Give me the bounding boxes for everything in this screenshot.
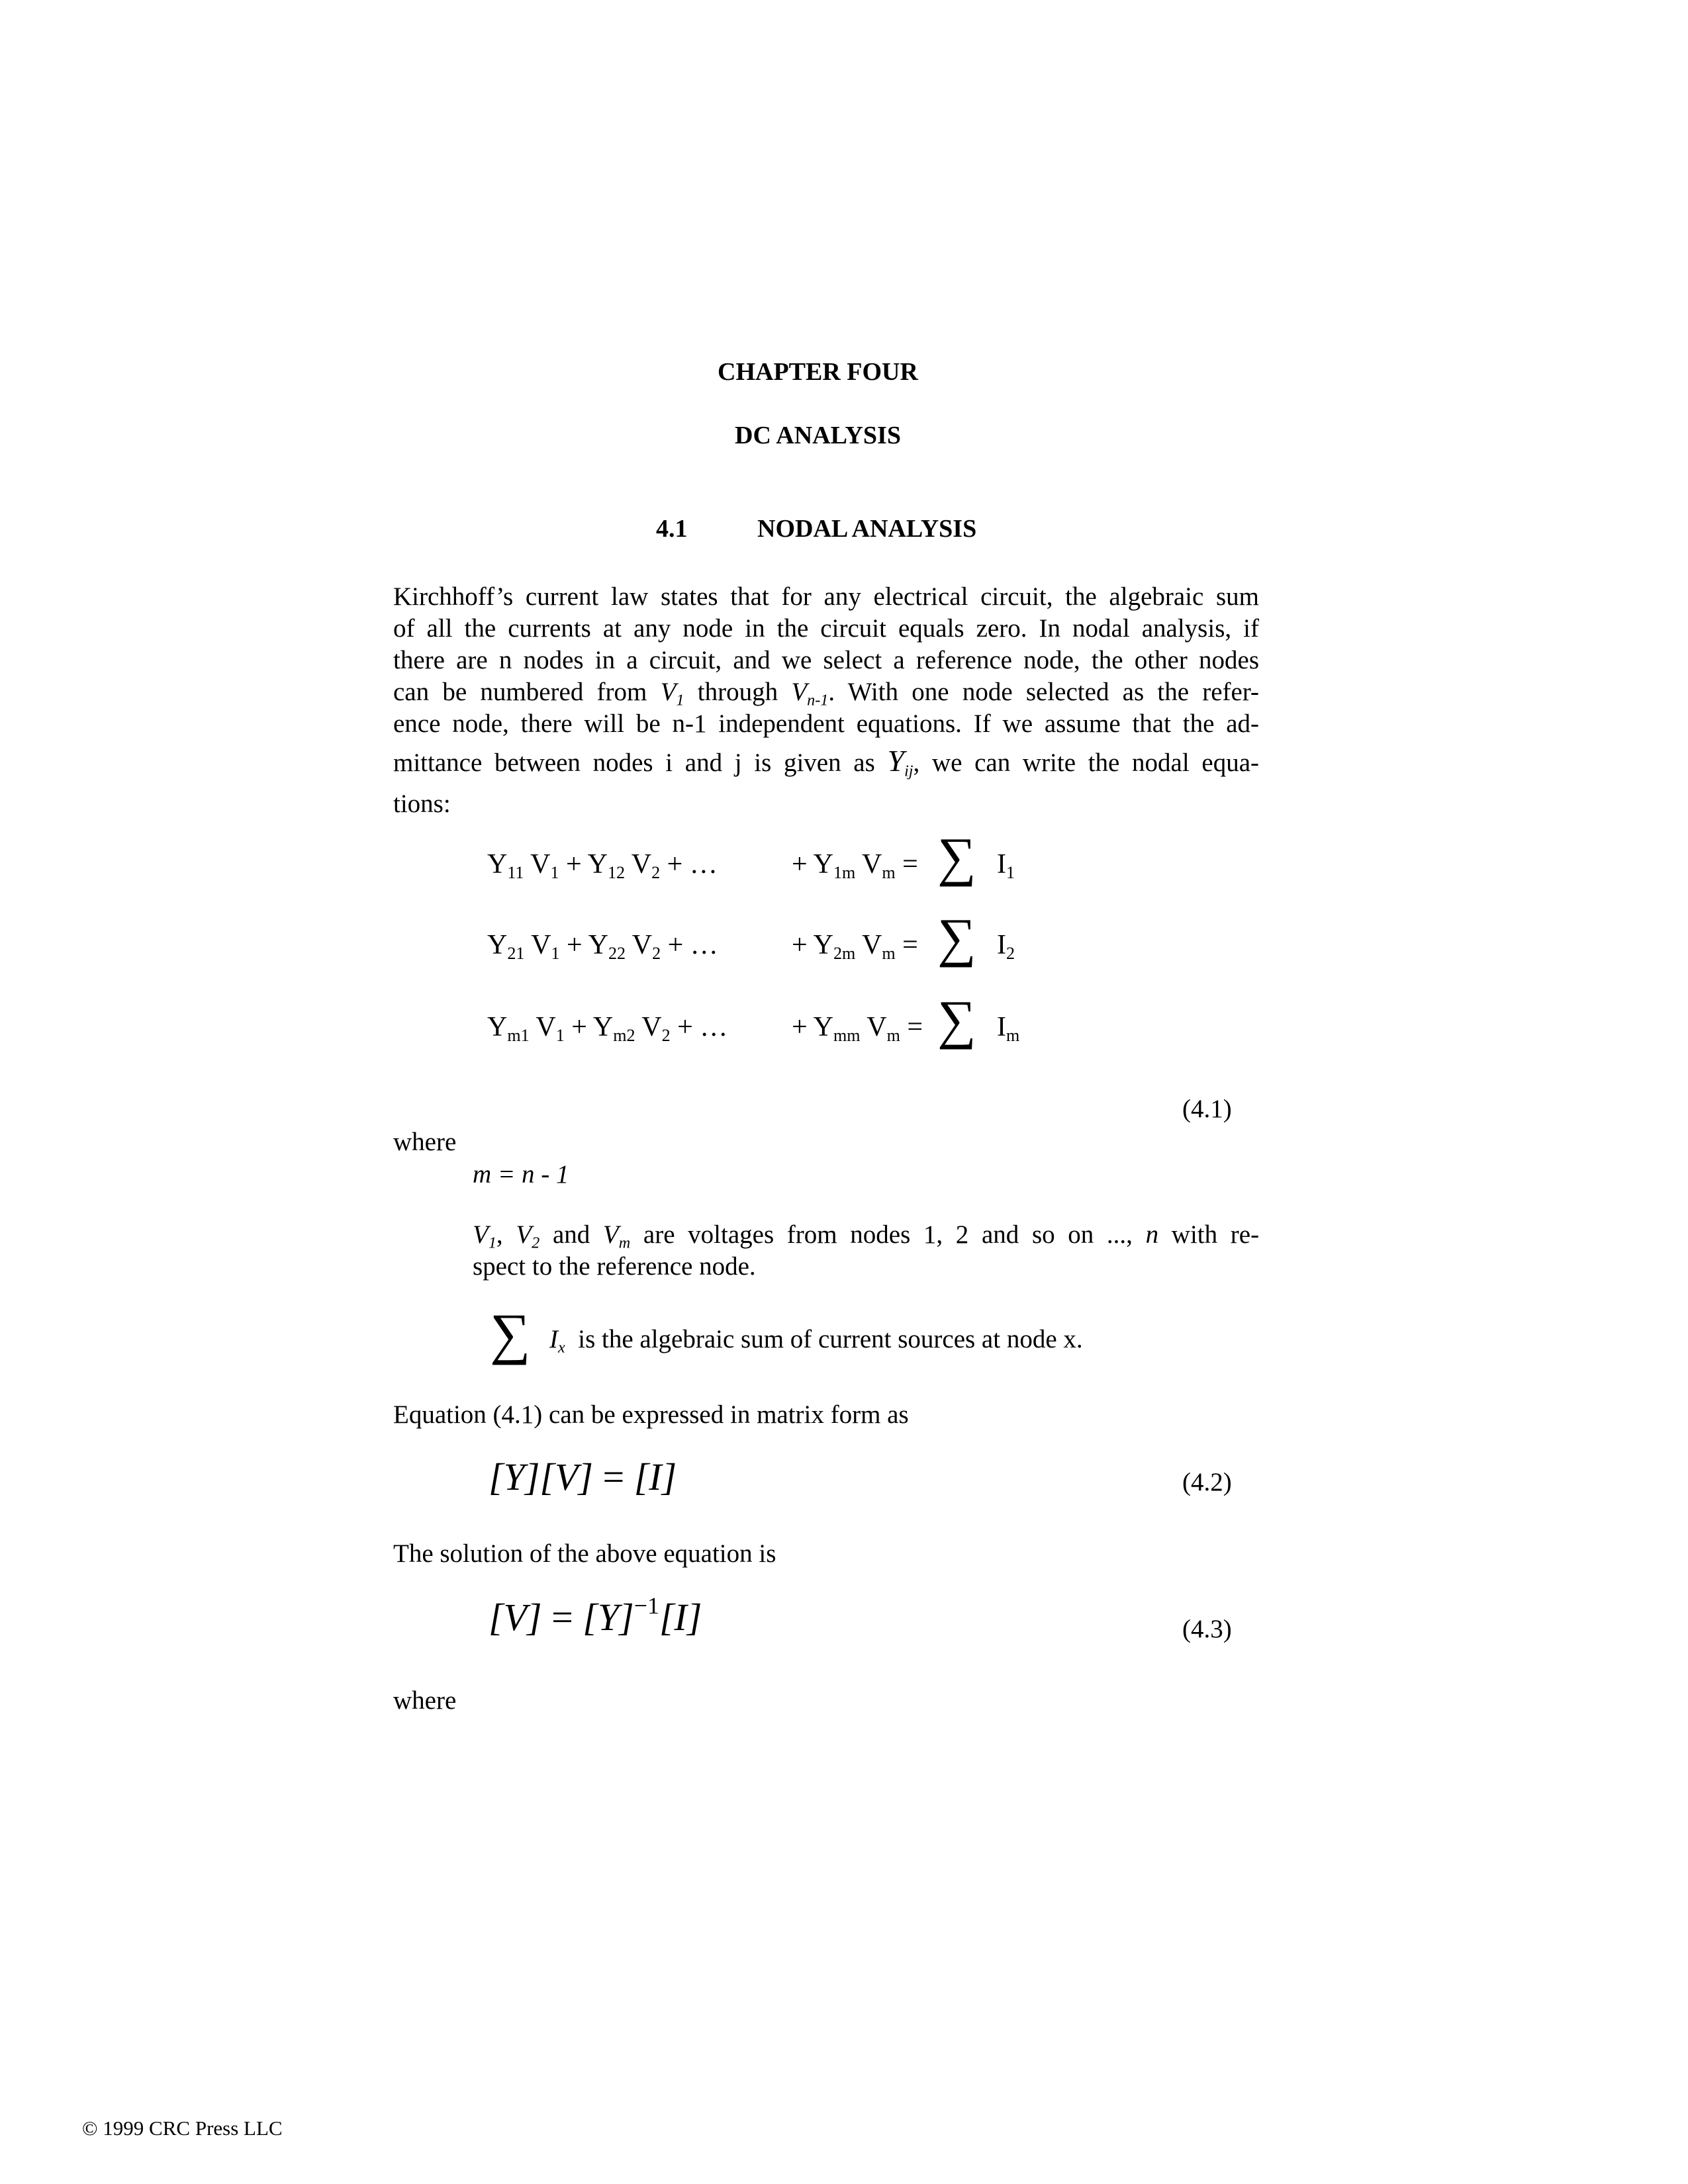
sigma-symbol: ∑	[937, 827, 976, 887]
section-number: 4.1	[656, 515, 688, 543]
intro-line-5: ence node, there will be n-1 independent equations. If we assume that the ad-	[393, 709, 1259, 738]
equation-row-1-left: $Y_{11}$ $V_1 + Y_{12}$ $V_2$ + …	[487, 849, 718, 882]
current-sum-text: $I_x$ is the algebraic sum of current sources at node x.	[549, 1325, 1083, 1357]
copyright-footer: © 1999 CRC Press LLC	[82, 2116, 283, 2140]
intro-line-4: can be numbered from $V_1$ through $V_{n-1}$. With one node selected as the refer-	[393, 678, 1260, 709]
where-label-2: where	[393, 1686, 457, 1715]
chapter-title: DC ANALYSIS	[735, 422, 901, 449]
equation-4-3: $[V] = [Y]^{-1}[I]$	[489, 1592, 702, 1639]
intro-paragraph	[393, 581, 1259, 820]
sigma-symbol: ∑	[937, 907, 976, 968]
current-sum-definition	[490, 1302, 531, 1365]
where-label: where	[393, 1128, 457, 1156]
m-definition: m = n - 1	[473, 1160, 569, 1189]
equation-number-4-3: (4.3)	[1182, 1615, 1232, 1643]
sigma-symbol: ∑	[490, 1302, 531, 1365]
equation-number-4-2: (4.2)	[1182, 1468, 1232, 1496]
matrix-intro: Equation (4.1) can be expressed in matrix form as	[393, 1400, 909, 1429]
equation-number-4-1: (4.1)	[1182, 1095, 1232, 1123]
equation-row-3-current: $I_m$	[997, 1012, 1020, 1045]
intro-line-6: mittance between nodes i and j is given as $Y_{ij}$, we can write the nodal equa-	[393, 744, 1259, 780]
equation-4-2: [Y][V] = [I]	[489, 1455, 677, 1498]
sigma-symbol: ∑	[937, 989, 976, 1050]
chapter-label: CHAPTER FOUR	[718, 358, 918, 386]
equation-row-2-current: $I_2$	[997, 930, 1015, 963]
equation-row-2-right: + $Y_{2m}$ $V_m$ =	[792, 930, 918, 963]
equation-row-1-current: $I_1$	[997, 849, 1015, 882]
intro-line-2: of all the currents at any node in the circuit equals zero. In nodal analysis, if	[393, 614, 1259, 643]
voltage-definition: $V_1$, $V_2$ and $V_m$ are voltages from nodes 1, 2 and so on ..., n with re- spect to the reference node.	[473, 1220, 1260, 1281]
solution-intro: The solution of the above equation is	[393, 1539, 776, 1568]
intro-line-1: Kirchhoff’s current law states that for any electrical circuit, the algebraic sum	[393, 582, 1259, 611]
equation-row-3-right: + $Y_{mm}$ $V_m$ =	[792, 1012, 923, 1045]
intro-line-7: tions:	[393, 790, 451, 818]
section-title: NODAL ANALYSIS	[757, 515, 977, 543]
intro-line-3: there are n nodes in a circuit, and we select a reference node, the other nodes	[393, 646, 1259, 674]
equation-row-1-right: + $Y_{1m}$ $V_m$ =	[792, 849, 918, 882]
equation-row-3-left: $Y_{m1}$ $V_1 + Y_{m2}$ $V_2$ + …	[487, 1012, 728, 1045]
equation-row-2-left: $Y_{21}$ $V_1 + Y_{22}$ $V_2$ + …	[487, 930, 718, 963]
